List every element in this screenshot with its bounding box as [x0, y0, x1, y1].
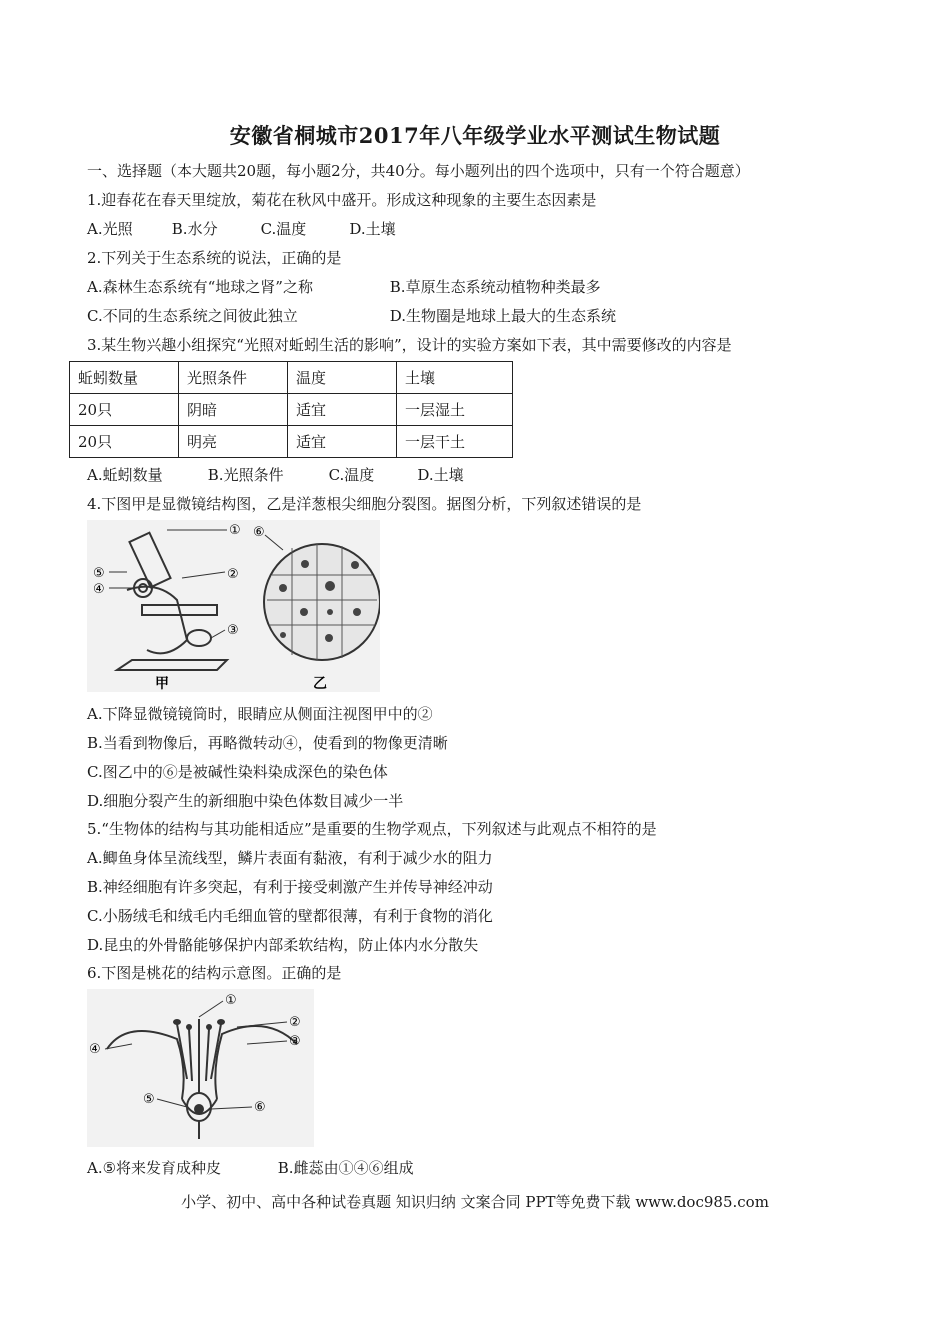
q2-option-c[interactable]: C.不同的生态系统之间彼此独立 — [87, 307, 298, 325]
table-cell: 一层湿土 — [397, 394, 513, 426]
label-2: ② — [227, 567, 239, 582]
table-cell: 适宜 — [288, 394, 397, 426]
q5-option-d[interactable]: D.昆虫的外骨骼能够保护内部柔软结构，防止体内水分散失 — [87, 936, 479, 954]
question-5-stem: 5.“生物体的结构与其功能相适应”是重要的生物学观点，下列叙述与此观点不相符的是 — [87, 820, 657, 838]
table-header: 蚯蚓数量 — [70, 362, 179, 394]
section-heading: 一、选择题（本大题共20题，每小题2分，共40分。每小题列出的四个选项中，只有一个符合题意） — [87, 162, 750, 180]
label-jia: 甲 — [155, 676, 169, 692]
label-3: ③ — [227, 623, 239, 638]
q5-option-b[interactable]: B.神经细胞有许多突起，有利于接受刺激产生并传导神经冲动 — [87, 878, 493, 896]
q5-option-a[interactable]: A.鲫鱼身体呈流线型，鳞片表面有黏液，有利于减少水的阻力 — [87, 849, 493, 867]
q2-option-d[interactable]: D.生物圈是地球上最大的生态系统 — [389, 307, 617, 325]
table-header: 土壤 — [397, 362, 513, 394]
experiment-table — [69, 361, 513, 458]
flower-label-1: ① — [225, 993, 237, 1008]
flower-label-5: ⑤ — [143, 1092, 155, 1107]
q4-option-c[interactable]: C.图乙中的⑥是被碱性染料染成深色的染色体 — [87, 763, 388, 781]
label-6: ⑥ — [253, 525, 265, 540]
question-3-stem: 3.某生物兴趣小组探究“光照对蚯蚓生活的影响”，设计的实验方案如下表，其中需要修改的内容是 — [87, 336, 732, 354]
page-title: 安徽省桐城市2017年八年级学业水平测试生物试题 — [229, 123, 721, 148]
q3-option-c[interactable]: C.温度 — [328, 466, 375, 484]
table-cell: 20只 — [70, 426, 179, 458]
q2-option-b[interactable]: B.草原生态系统动植物种类最多 — [389, 278, 601, 296]
q4-option-d[interactable]: D.细胞分裂产生的新细胞中染色体数目减少一半 — [87, 792, 404, 810]
label-4: ④ — [93, 582, 105, 597]
q2-option-a[interactable]: A.森林生态系统有“地球之肾”之称 — [87, 278, 313, 296]
q1-option-d[interactable]: D.土壤 — [349, 220, 396, 238]
question-1-stem: 1.迎春花在春天里绽放，菊花在秋风中盛开。形成这种现象的主要生态因素是 — [87, 191, 597, 209]
question-3-options — [87, 464, 464, 486]
q3-option-d[interactable]: D.土壤 — [417, 466, 464, 484]
table-header: 光照条件 — [179, 362, 288, 394]
table-cell: 20只 — [70, 394, 179, 426]
q6-option-a[interactable]: A.⑤将来发育成种皮 — [87, 1159, 222, 1177]
peach-flower-diagram — [87, 989, 314, 1147]
label-yi: 乙 — [313, 676, 327, 692]
question-2-stem: 2.下列关于生态系统的说法，正确的是 — [87, 249, 342, 267]
table-cell: 适宜 — [288, 426, 397, 458]
flower-label-4: ④ — [89, 1042, 101, 1057]
flower-label-2: ② — [289, 1015, 301, 1030]
microscope-diagram — [87, 520, 380, 692]
table-header: 温度 — [288, 362, 397, 394]
question-1-options — [87, 218, 396, 240]
flower-label-3: ③ — [289, 1034, 301, 1049]
flower-label-6: ⑥ — [254, 1100, 266, 1115]
label-5: ⑤ — [93, 566, 105, 581]
table-cell: 明亮 — [179, 426, 288, 458]
q6-option-b[interactable]: B.雌蕊由①④⑥组成 — [277, 1159, 414, 1177]
question-2-options-row2 — [87, 305, 616, 327]
q5-option-c[interactable]: C.小肠绒毛和绒毛内毛细血管的壁都很薄，有利于食物的消化 — [87, 907, 493, 925]
table-row — [70, 394, 513, 426]
microscope-figure — [87, 520, 380, 692]
q3-option-b[interactable]: B.光照条件 — [207, 466, 284, 484]
page-footer: 小学、初中、高中各种试卷真题 知识归纳 文案合同 PPT等免费下载 www.doc985.com — [181, 1193, 769, 1211]
table-cell: 阴暗 — [179, 394, 288, 426]
label-1: ① — [229, 523, 241, 538]
q4-option-a[interactable]: A.下降显微镜镜筒时，眼睛应从侧面注视图甲中的② — [87, 705, 433, 723]
q4-option-b[interactable]: B.当看到物像后，再略微转动④，使看到的物像更清晰 — [87, 734, 448, 752]
question-6-stem: 6.下图是桃花的结构示意图。正确的是 — [87, 964, 342, 982]
question-6-options — [87, 1157, 414, 1179]
q1-option-c[interactable]: C.温度 — [260, 220, 307, 238]
q1-option-b[interactable]: B.水分 — [171, 220, 218, 238]
peach-flower-figure — [87, 989, 314, 1147]
question-4-stem: 4.下图甲是显微镜结构图，乙是洋葱根尖细胞分裂图。据图分析，下列叙述错误的是 — [87, 495, 642, 513]
question-2-options-row1 — [87, 276, 601, 298]
table-header-row — [70, 362, 513, 394]
table-cell: 一层干土 — [397, 426, 513, 458]
q3-option-a[interactable]: A.蚯蚓数量 — [87, 466, 163, 484]
table-row — [70, 426, 513, 458]
q1-option-a[interactable]: A.光照 — [87, 220, 133, 238]
